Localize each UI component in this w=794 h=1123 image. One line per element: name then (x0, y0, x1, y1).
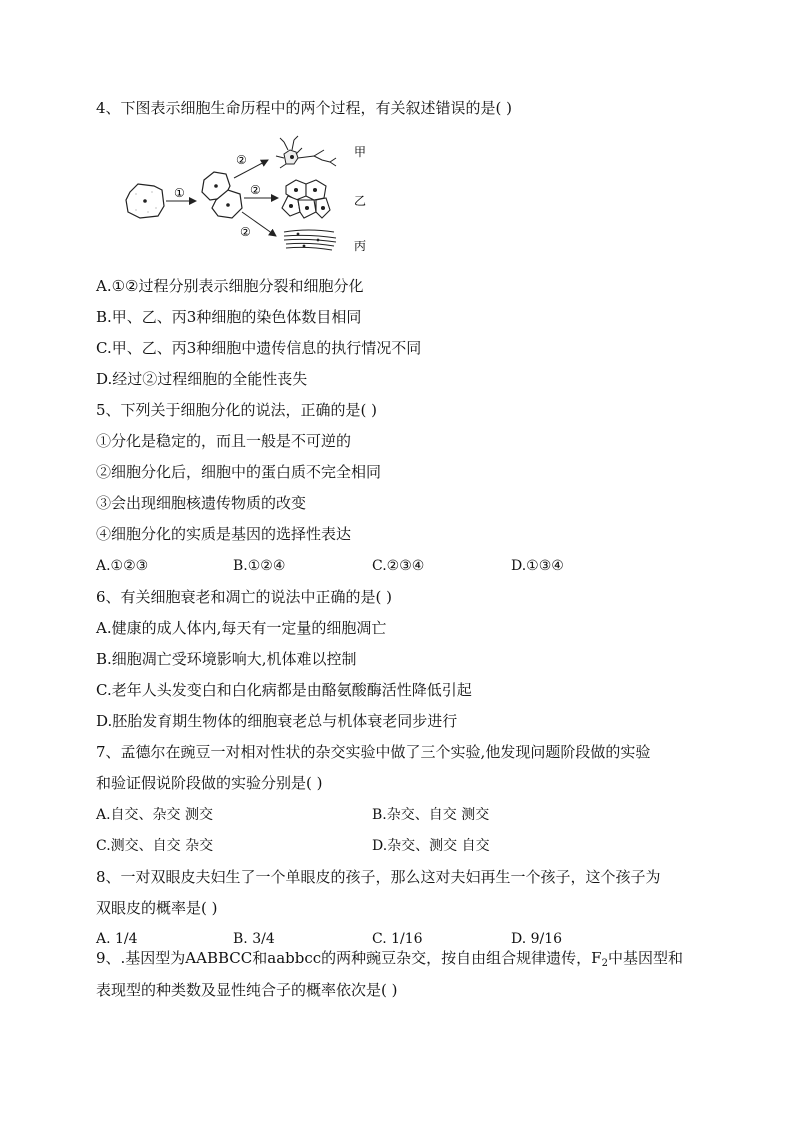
q5-option-d: D.①③④ (511, 558, 564, 574)
q7-option-b: B.杂交、自交 测交 (372, 807, 490, 823)
q9-subscript: 2 (601, 958, 608, 969)
q6-option-d: D.胚胎发育期生物体的细胞衰老总与机体衰老同步进行 (96, 712, 458, 730)
q4-option-a: A.①②过程分别表示细胞分裂和细胞分化 (96, 277, 364, 295)
q5-option-a: A.①②③ (96, 558, 149, 574)
label-jia: 甲 (354, 145, 367, 159)
q7-stem-line1: 7、孟德尔在豌豆一对相对性状的杂交实验中做了三个实验,他发现问题阶段做的实验 (96, 743, 651, 761)
cell-differentiation-figure (118, 128, 378, 260)
q4-option-c: C.甲、乙、丙3种细胞中遗传信息的执行情况不同 (96, 339, 422, 357)
q9-stem-line1-a: 9、.基因型为AABBCC和aabbcc的两种豌豆杂交，按自由组合规律遗传，F (96, 949, 602, 967)
q9-stem-line1 (96, 948, 683, 974)
q5-option-c: C.②③④ (372, 558, 425, 574)
q8-option-c: C. 1/16 (372, 931, 423, 947)
q8-option-a: A. 1/4 (96, 931, 138, 947)
q5-stem: 5、下列关于细胞分化的说法，正确的是( ) (96, 401, 378, 419)
step2-label-bottom: ② (240, 225, 251, 239)
step2-label-top: ② (236, 153, 247, 167)
q4-option-d: D.经过②过程细胞的全能性丧失 (96, 370, 308, 388)
q8-option-d: D. 9/16 (511, 931, 563, 947)
q8-stem-line2: 双眼皮的概率是( ) (96, 899, 218, 917)
q5-option-b: B.①②④ (233, 558, 286, 574)
q5-statement-1: ①分化是稳定的，而且一般是不可逆的 (96, 432, 352, 450)
q8-option-b: B. 3/4 (233, 931, 275, 947)
q4-option-b: B.甲、乙、丙3种细胞的染色体数目相同 (96, 308, 362, 326)
q6-option-a: A.健康的成人体内,每天有一定量的细胞凋亡 (96, 619, 387, 637)
step1-label: ① (174, 186, 185, 200)
q5-statement-4: ④细胞分化的实质是基因的选择性表达 (96, 525, 352, 543)
q7-option-c: C.测交、自交 杂交 (96, 838, 214, 854)
q5-statement-2: ②细胞分化后，细胞中的蛋白质不完全相同 (96, 463, 382, 481)
q6-option-c: C.老年人头发变白和白化病都是由酪氨酸酶活性降低引起 (96, 681, 472, 699)
label-yi: 乙 (354, 194, 367, 208)
label-bing: 丙 (354, 239, 367, 253)
q5-statement-3: ③会出现细胞核遗传物质的改变 (96, 494, 307, 512)
q9-stem-line2: 表现型的种类数及显性纯合子的概率依次是( ) (96, 981, 398, 999)
muscle-fibers (284, 230, 336, 250)
q4-stem: 4、下图表示细胞生命历程中的两个过程，有关叙述错误的是( ) (96, 99, 513, 117)
cell-cluster (282, 180, 330, 218)
q7-option-d: D.杂交、测交 自交 (372, 838, 490, 854)
q8-stem-line1: 8、一对双眼皮夫妇生了一个单眼皮的孩子，那么这对夫妇再生一个孩子，这个孩子为 (96, 868, 661, 886)
q7-stem-line2: 和验证假说阶段做的实验分别是( ) (96, 774, 323, 792)
neuron-cell (276, 136, 336, 168)
q7-option-a: A.自交、杂交 测交 (96, 807, 214, 823)
q9-stem-line1-b: 中基因型和 (607, 949, 683, 967)
q6-stem: 6、有关细胞衰老和凋亡的说法中正确的是( ) (96, 588, 393, 606)
q6-option-b: B.细胞凋亡受环境影响大,机体难以控制 (96, 650, 357, 668)
step2-label-middle: ② (250, 183, 261, 197)
